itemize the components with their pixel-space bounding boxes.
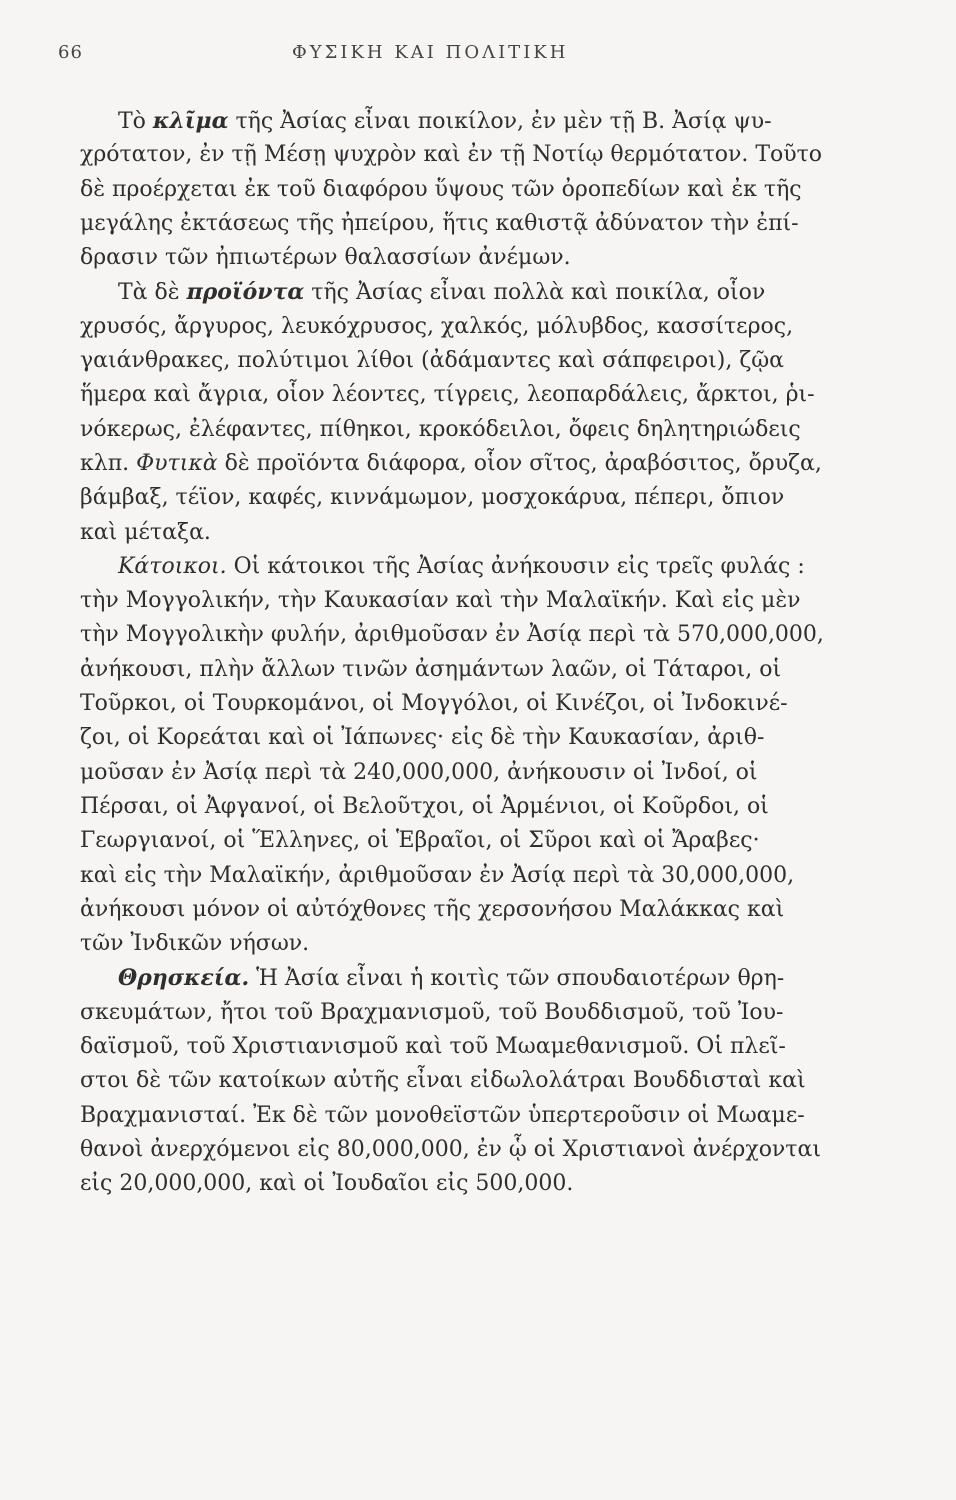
paragraph-religion <box>80 961 888 1201</box>
page-number: 66 <box>58 42 83 63</box>
keyword-thriskeia: Θρησκεία. <box>118 965 250 992</box>
text-line: νόκερως, ἐλέφαντες, πίθηκοι, κροκόδειλοι, ὄφεις δηλητηριώδεις <box>80 416 801 442</box>
text-line: κλπ. Φυτικὰ δὲ προϊόντα διάφορα, οἷον σῖτος, ἀραβόσιτος, ὄρυζα, <box>80 450 822 476</box>
text-line: ἀνήκουσι μόνον οἱ αὐτόχθονες τῆς χερσονήσου Μαλάκκας καὶ <box>80 896 785 922</box>
page-header <box>0 42 956 72</box>
text-line <box>80 550 888 584</box>
text-line: ζοι, οἱ Κορεάται καὶ οἱ Ἰάπωνες· εἰς δὲ τὴν Καυκασίαν, ἀριθ- <box>80 725 765 751</box>
text-line: σκευμάτων, ἤτοι τοῦ Βραχμανισμοῦ, τοῦ Βουδδισμοῦ, τοῦ Ἰου- <box>80 999 784 1025</box>
text-line: στοι δὲ τῶν κατοίκων αὐτῆς εἶναι εἰδωλολάτραι Βουδδισταὶ καὶ <box>80 1068 806 1094</box>
text-line: καὶ εἰς τὴν Μαλαϊκήν, ἀριθμοῦσαν ἐν Ἀσίᾳ περὶ τὰ 30,000,000, <box>80 862 795 888</box>
keyword-klima: κλῖμα <box>152 108 229 134</box>
paragraph-products <box>80 275 888 549</box>
keyword-fytika: Φυτικὰ <box>136 450 218 476</box>
text-line: τὴν Μογγολικήν, τὴν Καυκασίαν καὶ τὴν Μαλαϊκήν. Καὶ εἰς μὲν <box>80 588 801 614</box>
text-line: γαιάνθρακες, πολύτιμοι λίθοι (ἀδάμαντες καὶ σάπφειροι), ζῷα <box>80 348 785 374</box>
text-line: καὶ μέταξα. <box>80 519 211 545</box>
keyword-proionta: προϊόντα <box>186 279 305 306</box>
text-line: Τοῦρκοι, οἱ Τουρκομάνοι, οἱ Μογγόλοι, οἱ Κινέζοι, οἱ Ἰνδοκινέ- <box>80 691 788 717</box>
text-line <box>80 961 888 995</box>
text-line: ἥμερα καὶ ἄγρια, οἷον λέοντες, τίγρεις, λεοπαρδάλεις, ἄρκτοι, ῥι- <box>80 382 815 408</box>
text-line: Τὸ κλῖμα τῆς Ἀσίας εἶναι ποικίλον, ἐν μὲν τῇ Β. Ἀσίᾳ ψυ- <box>118 108 772 134</box>
text-line: δαϊσμοῦ, τοῦ Χριστιανισμοῦ καὶ τοῦ Μωαμεθανισμοῦ. Οἱ πλεῖ- <box>80 1034 786 1060</box>
text-line: θανοὶ ἀνερχόμενοι εἰς 80,000,000, ἐν ᾧ οἱ Χριστιανοὶ ἀνέρχονται <box>80 1136 821 1162</box>
text-line: εἰς 20,000,000, καὶ οἱ Ἰουδαῖοι εἰς 500,000. <box>80 1171 574 1197</box>
line-rest: τῆς Ἀσίας εἶναι ποικίλον, ἐν μὲν τῇ Β. Ἀσίᾳ ψυ- <box>228 109 772 134</box>
text-line: χρότατον, ἐν τῇ Μέσῃ ψυχρὸν καὶ ἐν τῇ Νοτίῳ θερμότατον. Τοῦτο <box>80 142 823 168</box>
keyword-katoikoi: Κάτοικοι. <box>118 553 227 579</box>
text-line: Γεωργιανοί, οἱ Ἕλληνες, οἱ Ἑβραῖοι, οἱ Σῦροι καὶ οἱ Ἄραβες· <box>80 828 760 854</box>
running-title: ΦΥΣΙΚΗ ΚΑΙ ΠΟΛΙΤΙΚΗ <box>292 42 569 63</box>
text-line: βάμβαξ, τέϊον, καφές, κιννάμωμον, μοσχοκάρυα, πέπερι, ὄπιον <box>80 485 785 511</box>
paragraph-inhabitants <box>80 550 888 962</box>
text-line: Τὰ δὲ προϊόντα τῆς Ἀσίας εἶναι πολλὰ καὶ ποικίλα, οἷον <box>118 279 766 306</box>
text-line: τῶν Ἰνδικῶν νήσων. <box>80 931 310 957</box>
line-rest: Ἡ Ἀσία εἶναι ἡ κοιτὶς τῶν σπουδαιοτέρων θρη- <box>249 966 785 992</box>
text-line: δρασιν τῶν ἠπιωτέρων θαλασσίων ἀνέμων. <box>80 245 571 271</box>
text-line: ἀνήκουσι, πλὴν ἄλλων τινῶν ἀσημάντων λαῶν, οἱ Τάταροι, οἱ <box>80 656 782 682</box>
text-line: Πέρσαι, οἱ Ἀφγανοί, οἱ Βελοῦτχοι, οἱ Ἀρμένιοι, οἱ Κοῦρδοι, οἱ <box>80 793 769 819</box>
text-line: τὴν Μογγολικὴν φυλήν, ἀριθμοῦσαν ἐν Ἀσίᾳ περὶ τὰ 570,000,000, <box>80 622 824 648</box>
body-text <box>80 104 888 1202</box>
text-line: μεγάλης ἐκτάσεως τῆς ἠπείρου, ἥτις καθιστᾷ ἀδύνατον τὴν ἐπί- <box>80 210 799 236</box>
text-line: δὲ προέρχεται ἐκ τοῦ διαφόρου ὕψους τῶν ὀροπεδίων καὶ ἐκ τῆς <box>80 176 802 202</box>
text-line: μοῦσαν ἐν Ἀσίᾳ περὶ τὰ 240,000,000, ἀνήκουσιν οἱ Ἰνδοί, οἱ <box>80 759 758 785</box>
paragraph-climate <box>80 104 888 275</box>
text-line: χρυσός, ἄργυρος, λευκόχρυσος, χαλκός, μόλυβδος, κασσίτερος, <box>80 313 794 339</box>
text-line: Βραχμανισταί. Ἐκ δὲ τῶν μονοθεϊστῶν ὑπερτεροῦσιν οἱ Μωαμε- <box>80 1102 805 1128</box>
line-rest: Οἱ κάτοικοι τῆς Ἀσίας ἀνήκουσιν εἰς τρεῖς φυλάς : <box>226 553 805 579</box>
